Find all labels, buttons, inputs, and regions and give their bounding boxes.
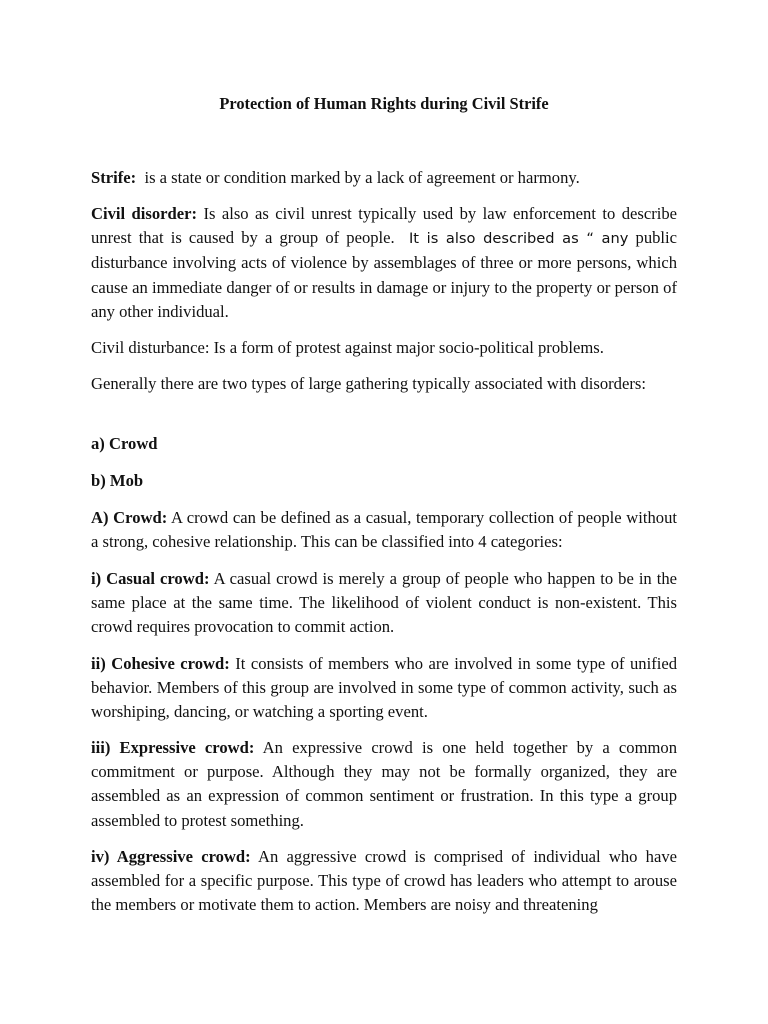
- casual-crowd-definition: [91, 567, 677, 640]
- cohesive-crowd-definition: [91, 652, 677, 725]
- civil-disorder-definition: [91, 202, 677, 324]
- civil-disorder-text-b: It is also described as “ any: [408, 230, 629, 248]
- crowd-term: A) Crowd:: [91, 508, 168, 527]
- strife-definition: [91, 166, 677, 190]
- strife-text: is a state or condition marked by a lack of agreement or harmony.: [144, 168, 580, 187]
- expressive-crowd-text: An expressive crowd is one held together by a common commitment or purpose. Although they may not be formally organized, they are assembled as an expression of common sentiment or frustration. In this type a group assembled to protest something.: [91, 738, 677, 830]
- strife-term: Strife:: [91, 168, 137, 187]
- gathering-intro: Generally there are two types of large gathering typically associated with disorders:: [91, 374, 646, 393]
- crowd-text: A crowd can be defined as a casual, temporary collection of people without a strong, cohesive relationship. This can be classified into 4 categories:: [91, 508, 678, 552]
- cohesive-crowd-text: It consists of members who are involved in some type of unified behavior. Members of this group are involved in some type of common activity, such as worshiping, dancing, or watching a sporting event.: [91, 654, 677, 722]
- civil-disorder-text-c: public disturbance involving acts of violence by assemblages of three or more persons, which cause an immediate danger of or results in damage or injury to the property or person of any other individual.: [91, 228, 678, 321]
- casual-crowd-text: A casual crowd is merely a group of people who happen to be in the same place at the same time. The likelihood of violent conduct is non-existent. This crowd requires provocation to commit action.: [91, 569, 678, 637]
- civil-disturbance-definition: Civil disturbance: Is a form of protest against major socio-political problems.: [91, 338, 604, 357]
- expressive-crowd-term: iii) Expressive crowd:: [91, 738, 255, 757]
- document-page: [91, 0, 677, 1024]
- civil-disorder-term: Civil disorder:: [91, 204, 197, 223]
- crowd-definition: [91, 506, 677, 554]
- cohesive-crowd-term: ii) Cohesive crowd:: [91, 654, 230, 673]
- aggressive-crowd-text: An aggressive crowd is comprised of individual who have assembled for a specific purpose. This type of crowd has leaders who attempt to arouse the members or motivate them to action. Members are noisy and threatening: [91, 847, 678, 915]
- list-item-mob: b) Mob: [91, 471, 144, 490]
- page-title: Protection of Human Rights during Civil Strife: [219, 94, 549, 113]
- aggressive-crowd-definition: [91, 845, 677, 918]
- list-item-crowd: a) Crowd: [91, 434, 158, 453]
- casual-crowd-term: i) Casual crowd:: [91, 569, 210, 588]
- expressive-crowd-definition: [91, 736, 677, 833]
- aggressive-crowd-term: iv) Aggressive crowd:: [91, 847, 251, 866]
- civil-disorder-text-a: Is also as civil unrest typically used by law enforcement to describe unrest that is caused by a group of people.: [91, 204, 678, 248]
